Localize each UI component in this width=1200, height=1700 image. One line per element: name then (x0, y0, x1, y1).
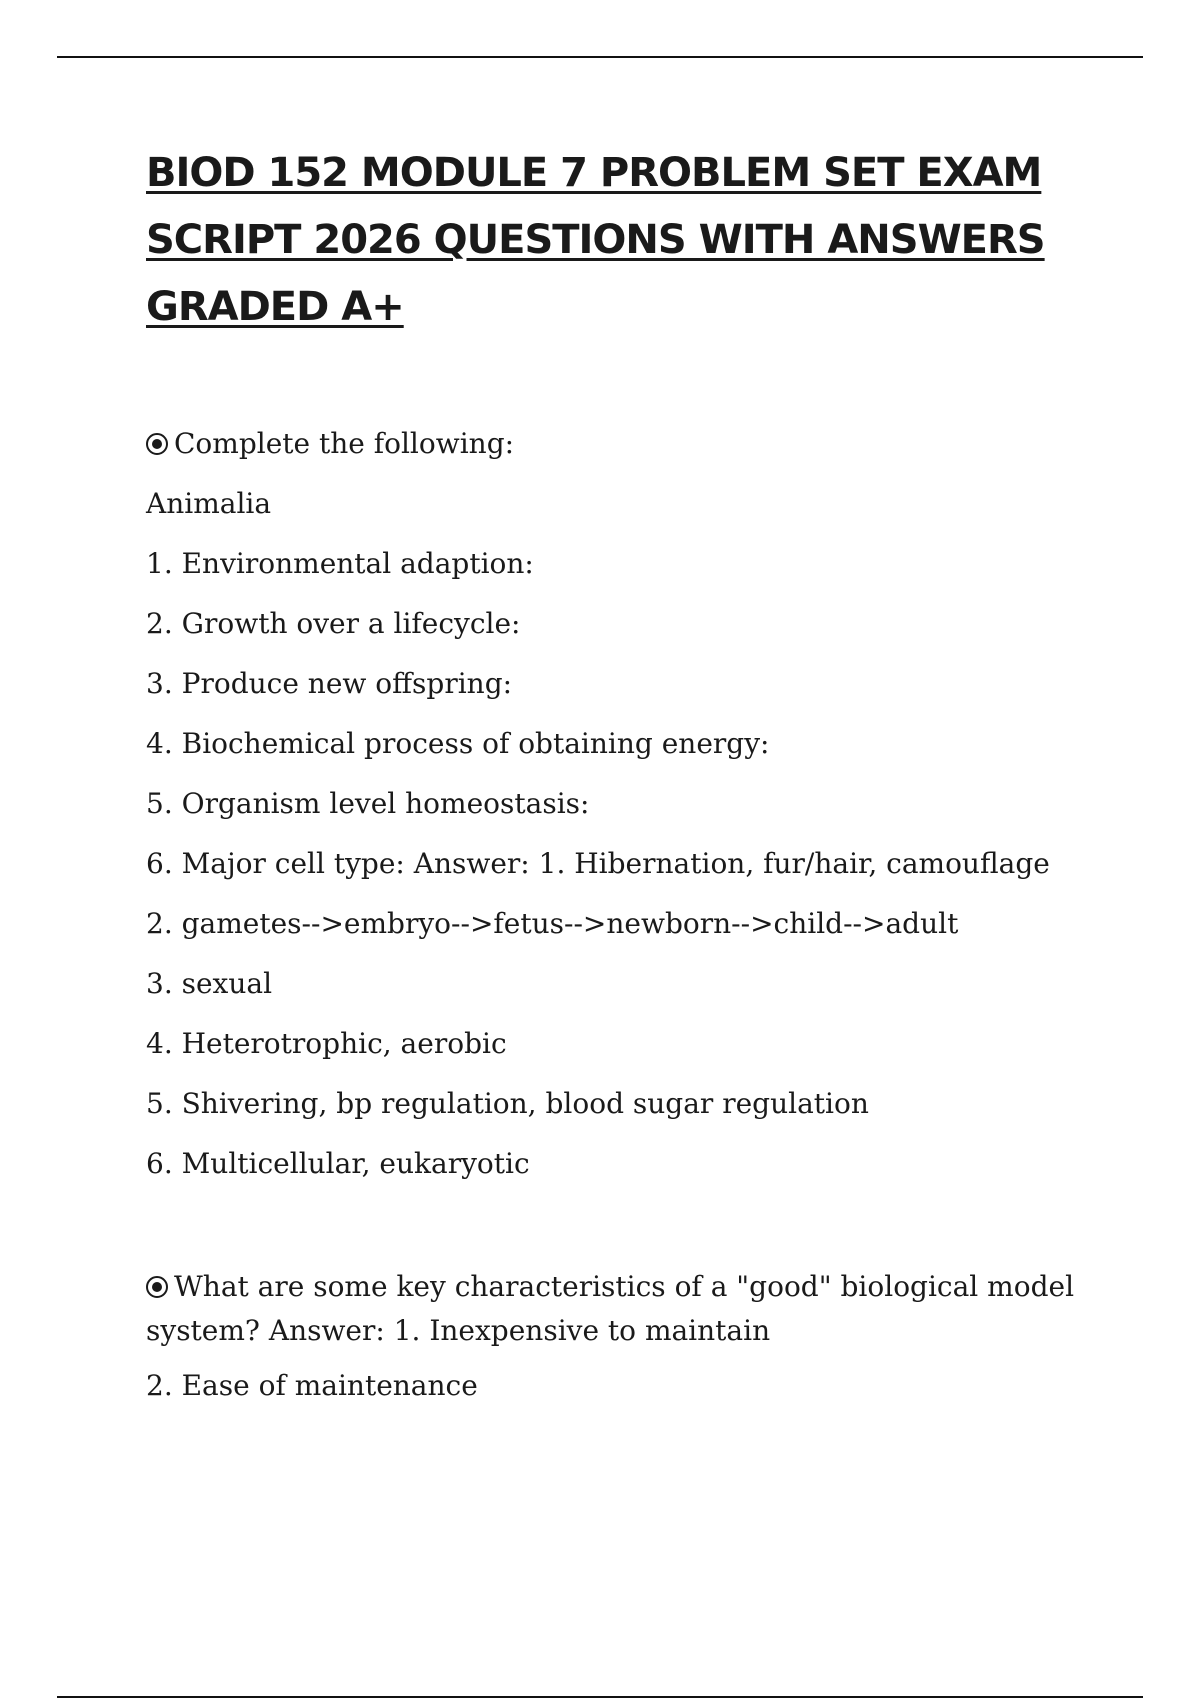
question-text: Complete the following: (146, 425, 1086, 485)
answer-line: 6. Multicellular, eukaryotic (146, 1147, 530, 1180)
answer-line: 1. Environmental adaption: (146, 547, 534, 580)
answer-line: 3. sexual (146, 967, 273, 1000)
answer-line: 5. Organism level homeostasis: (146, 787, 590, 820)
radio-bullet-icon (146, 1276, 168, 1298)
question-block (146, 425, 1086, 1205)
answer-line: Animalia (146, 487, 272, 520)
answer-line: 4. Biochemical process of obtaining energy: (146, 727, 770, 760)
page-title (146, 140, 1086, 341)
answer-line: 5. Shivering, bp regulation, blood sugar regulation (146, 1087, 869, 1120)
document-header (146, 140, 1086, 341)
title-line: BIOD 152 MODULE 7 PROBLEM SET EXAM (146, 150, 1042, 196)
answer-line: 2. Ease of maintenance (146, 1369, 478, 1402)
answer-line: 2. gametes-->embryo-->fetus-->newborn-->child-->adult (146, 907, 959, 940)
radio-bullet-icon (146, 433, 168, 455)
answer-line: 2. Growth over a lifecycle: (146, 607, 521, 640)
question-block (146, 1265, 1086, 1427)
title-line: SCRIPT 2026 QUESTIONS WITH ANSWERS (146, 217, 1045, 263)
title-line: GRADED A+ (146, 284, 404, 330)
bottom-rule (57, 1696, 1143, 1698)
question-text: What are some key characteristics of a "good" biological model system? Answer: 1. Inexpensive to maintain (146, 1270, 1075, 1347)
top-rule (57, 56, 1143, 58)
answer-line: 3. Produce new offspring: (146, 667, 513, 700)
answer-line: 6. Major cell type: Answer: 1. Hibernation, fur/hair, camouflage (146, 847, 1050, 880)
answer-line: 4. Heterotrophic, aerobic (146, 1027, 507, 1060)
